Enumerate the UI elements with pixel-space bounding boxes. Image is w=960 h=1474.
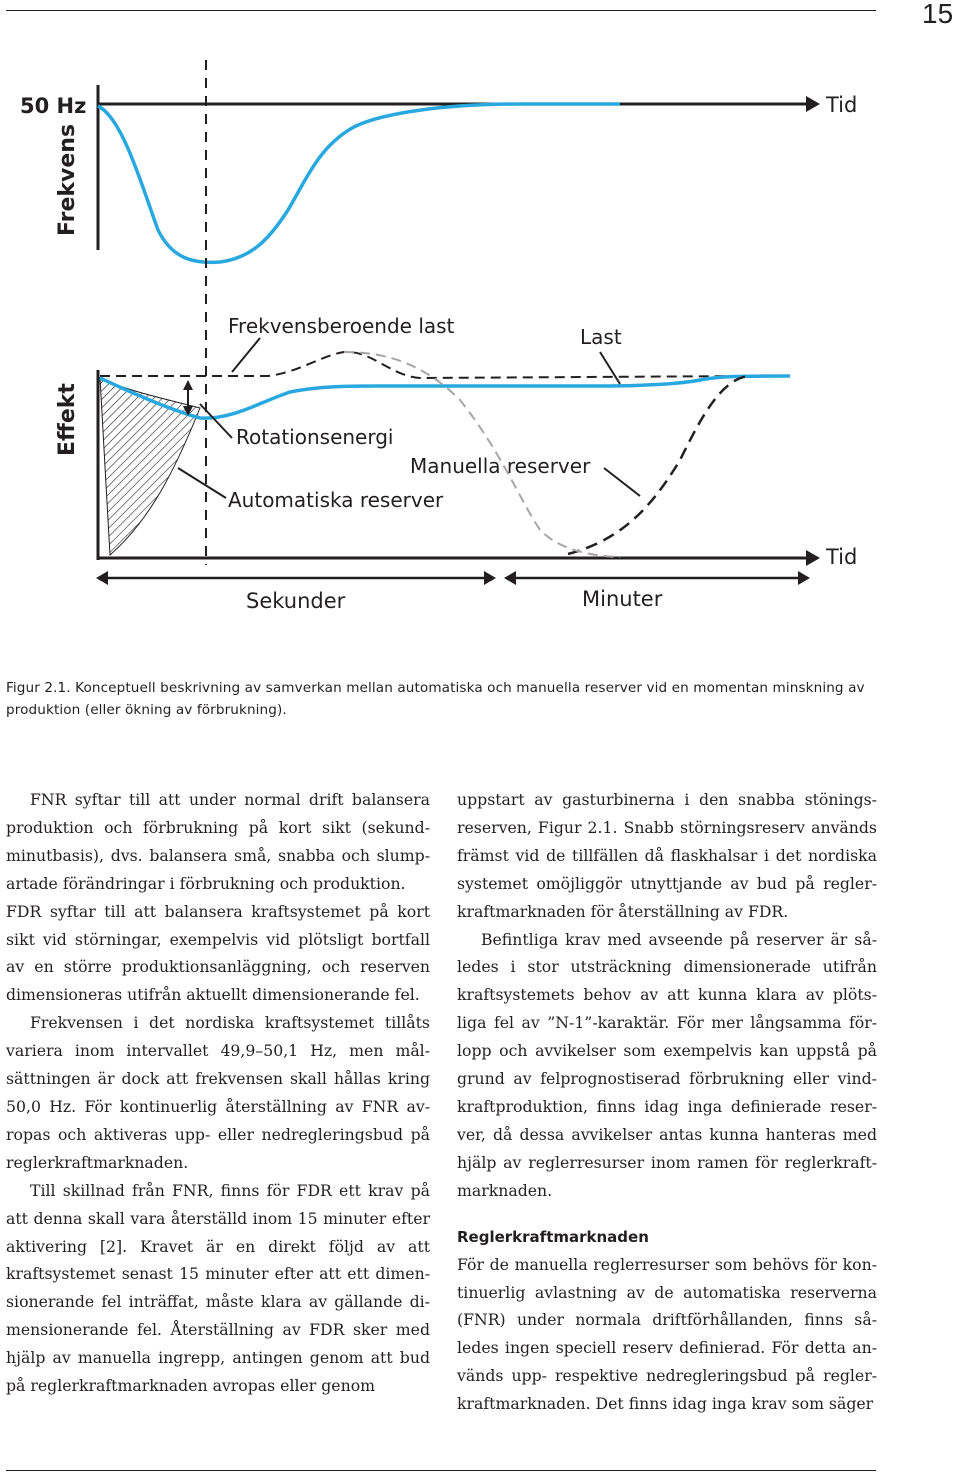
right-column [457, 786, 877, 1418]
frequency-time-arrow-head [806, 96, 820, 112]
frequency-dependent-load-label: Frekvensberoende last [228, 314, 455, 338]
power-time-label: Tid [826, 545, 858, 569]
page-number: 15 [922, 0, 954, 29]
frequency-y-axis-label: Frekvens [55, 123, 80, 236]
automatic-reserves-label: Automatiska reserver [228, 488, 444, 512]
automatic-reserves-area [100, 378, 200, 555]
left-paragraph-1: FNR syftar till att under normal drift balansera produktion och förbrukning på kort sikt (sekund-minutbasis), dvs. balansera små, snabba och slump-artade förändringar i förbrukning och produktion. [6, 790, 430, 893]
rotational-energy-label: Rotationsenergi [236, 425, 394, 449]
power-curve [100, 376, 790, 418]
frequency-curve [98, 104, 620, 262]
manual-reserves-curve [568, 376, 748, 554]
figure-caption: Figur 2.1. Konceptuell beskrivning av samverkan mellan automatiska och manuella reserver vid en momentan minskning av produktion (eller ökning av förbrukning). [6, 680, 865, 718]
frequency-dependent-load-leader [232, 338, 260, 372]
seconds-span-right-head [484, 571, 496, 585]
minutes-span-left-head [504, 571, 516, 585]
left-column [6, 786, 430, 1400]
frequency-chart [20, 85, 857, 262]
power-time-arrow-head [806, 550, 820, 566]
load-leader [600, 352, 620, 384]
rotational-energy-leader [200, 404, 232, 438]
top-rule [6, 10, 876, 11]
minutes-label: Minuter [582, 587, 663, 611]
minutes-span-right-head [798, 571, 810, 585]
left-paragraph-4: Till skillnad från FNR, finns för FDR ett krav på att denna skall vara återställd inom 15 minuter efter aktivering [2]. Kravet är en direkt följd av att kraftsystemet senast 15 minuter efter att ett dimen-sionerande fel inträffat, måste klara av gällande di-mensionerande fel. Återställning av FDR sker med hjälp av manuella ingrepp, antingen genom att bud på reglerkraftmarknaden avropas eller genom [6, 1180, 430, 1396]
seconds-span-left-head [96, 571, 108, 585]
section-heading: Reglerkraftmarknaden [457, 1227, 649, 1246]
right-paragraph-2: Befintliga krav med avseende på reserver är så-ledes i stor utsträckning dimensionerade utifrån kraftsystemets behov av att kunna klara av plöts-liga fel av ”N-1”-karaktär. För mer långsamma för-lopp och avvikelser som exempelvis kan uppstå på grund av felprognostiserad förbrukning eller vind-kraftproduktion, finns idag inga definierade reser-ver, då dessa avvikelser antas kunna hanteras med hjälp av reglerresurser inom ramen för reglerkraft-marknaden. [457, 929, 877, 1200]
rotational-energy-arrow-tail [183, 380, 193, 390]
left-paragraph-2: FDR syftar till att balansera kraftsystemet på kort sikt vid störningar, exempelvis vid plötsligt bortfall av en större produktionsanläggning, och reserven dimensioneras utifrån aktuellt dimensionerande fel. [6, 901, 430, 1005]
automatic-reserves-leader [178, 468, 226, 498]
seconds-label: Sekunder [246, 589, 346, 613]
figure-2-1 [0, 40, 880, 630]
bottom-rule [6, 1470, 876, 1471]
left-paragraph-3: Frekvensen i det nordiska kraftsystemet tillåts variera inom intervallet 49,9–50,1 Hz, men mål-sättningen är dock att frekvensen skall hållas kring 50,0 Hz. För kontinuerlig återställning av FNR av-ropas och aktiveras upp- eller nedregleringsbud på reglerkraftmarknaden. [6, 1013, 430, 1172]
frequency-time-label: Tid [826, 93, 858, 117]
manual-reserves-label: Manuella reserver [410, 454, 591, 478]
reference-50hz-label: 50 Hz [20, 94, 87, 118]
manual-reserves-leader [604, 468, 640, 496]
right-paragraph-3: För de manuella reglerresurser som behövs för kon-tinuerlig avlastning av de automatiska reserverna (FNR) under normala driftförhållanden, finns så-ledes ingen speciell reserv definierad. För detta an-vänds upp- respektive nedregleringsbud på regler-kraftmarknaden. Det finns idag inga krav som säger [457, 1254, 877, 1414]
right-paragraph-1: uppstart av gasturbinerna i den snabba stönings-reserven, Figur 2.1. Snabb störningsreserv används främst vid de tillfällen då flaskhalsar i det nordiska systemet omöjliggör utnyttjande av bud på regler-kraftmarknaden för återställning av FDR. [457, 790, 877, 921]
load-label: Last [580, 325, 622, 349]
power-chart [55, 314, 857, 613]
frequency-dependent-load-curve [100, 352, 790, 378]
power-y-axis-label: Effekt [55, 383, 80, 456]
